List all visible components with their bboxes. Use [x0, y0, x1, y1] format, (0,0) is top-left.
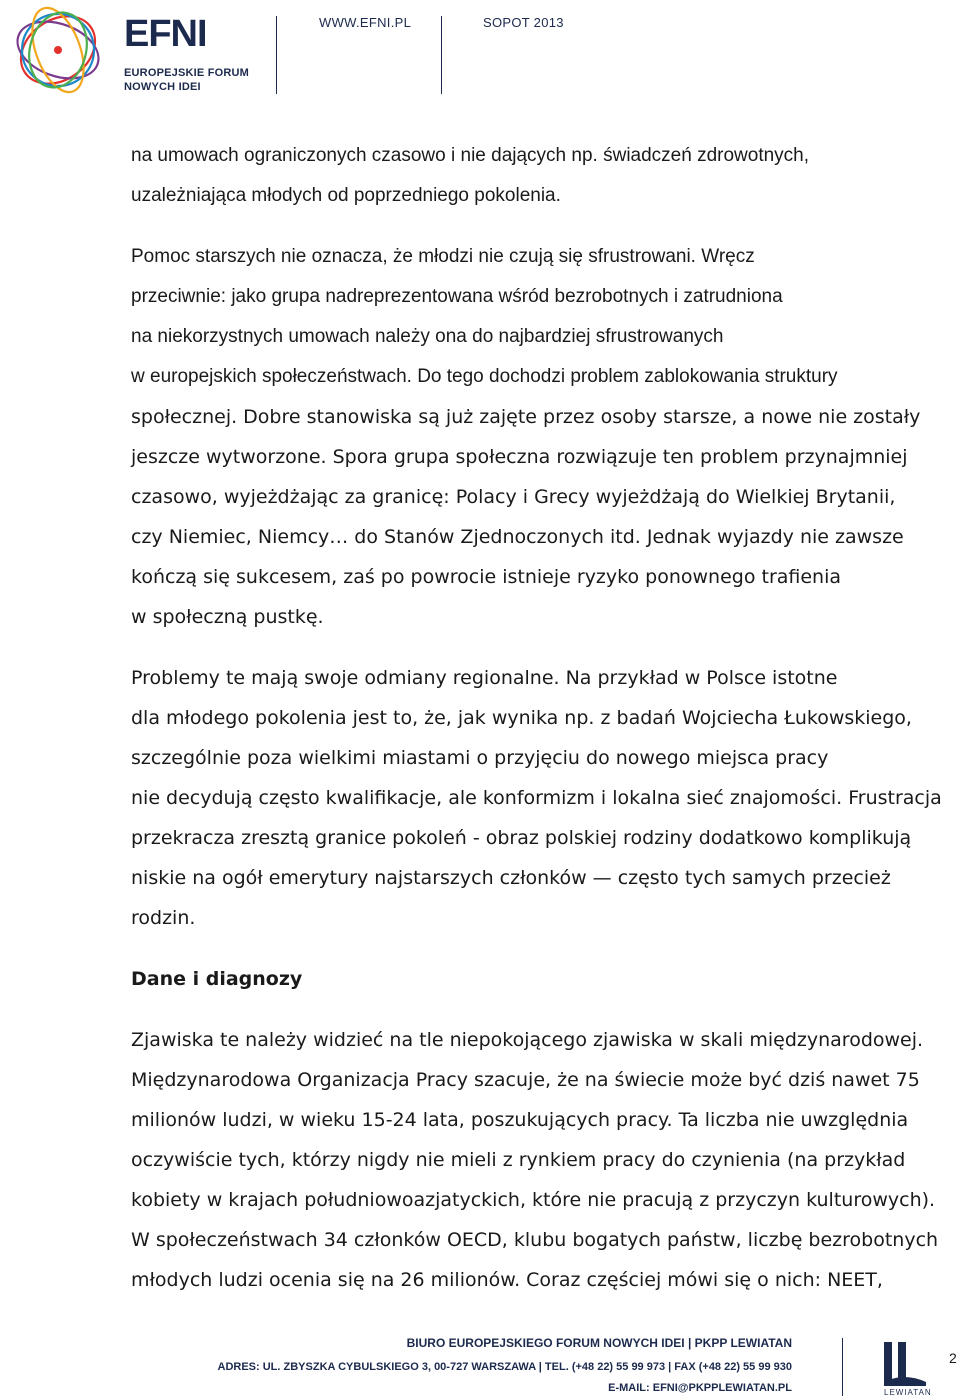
text-line: społecznej. Dobre stanowiska są już zajęte przez osoby starsze, a nowe nie zostały — [131, 406, 921, 428]
text-line: czasowo, wyjeżdżając za granicę: Polacy i Grecy wyjeżdżają do Wielkiej Brytanii, — [131, 486, 896, 508]
footer-email: E-MAIL: EFNI@PKPPLEWIATAN.PL — [608, 1382, 792, 1394]
brand-subtitle-2: NOWYCH IDEI — [124, 81, 201, 93]
lewiatan-wordmark: LEWIATAN — [884, 1388, 932, 1397]
paragraph-gap — [131, 999, 960, 1020]
paragraph-gap — [131, 938, 960, 959]
paragraph-gap — [131, 637, 960, 658]
text-line: czy Niemiec, Niemcy… do Stanów Zjednoczonych itd. Jednak wyjazdy nie zawsze — [131, 526, 904, 548]
text-line: Pomoc starszych nie oznacza, że młodzi nie czują się sfrustrowani. Wręcz — [131, 246, 755, 267]
footer-address: ADRES: UL. ZBYSZKA CYBULSKIEGO 3, 00-727 WARSZAWA | TEL. (+48 22) 55 99 973 | FAX (+48 22) 55 99 930 — [217, 1361, 792, 1373]
header-divider — [276, 16, 277, 94]
brand-subtitle-1: EUROPEJSKIE FORUM — [124, 67, 250, 79]
header-website: WWW.EFNI.PL — [319, 15, 412, 30]
text-line: uzależniająca młodych od poprzedniego pokolenia. — [131, 185, 561, 206]
brand-name: EFNI — [124, 13, 207, 55]
text-line: Międzynarodowa Organizacja Pracy szacuje, że na świecie może być dziś nawet 75 — [131, 1069, 920, 1091]
text-line: jeszcze wytworzone. Spora grupa społeczna rozwiązuje ten problem przynajmniej — [131, 446, 908, 468]
section-heading: Dane i diagnozy — [131, 968, 303, 990]
text-line: przeciwnie: jako grupa nadreprezentowana wśród bezrobotnych i zatrudniona — [131, 286, 783, 307]
page-footer — [0, 1330, 960, 1399]
brand-block — [124, 14, 249, 94]
text-line: W społeczeństwach 34 członków OECD, klubu bogatych państw, liczbę bezrobotnych — [131, 1229, 939, 1251]
text-line: niskie na ogół emerytury najstarszych członków — często tych samych przecież — [131, 867, 891, 889]
header-event: SOPOT 2013 — [483, 15, 564, 30]
text-line: dla młodego pokolenia jest to, że, jak wynika np. z badań Wojciecha Łukowskiego, — [131, 707, 912, 729]
document-body — [131, 136, 960, 1300]
footer-office: BIURO EUROPEJSKIEGO FORUM NOWYCH IDEI | PKPP LEWIATAN — [406, 1336, 792, 1350]
text-line: Zjawiska te należy widzieć na tle niepokojącego zjawiska w skali międzynarodowej. — [131, 1029, 924, 1051]
header-divider — [441, 16, 442, 94]
text-line: w społeczną pustkę. — [131, 606, 324, 628]
text-line: Problemy te mają swoje odmiany regionalne. Na przykład w Polsce istotne — [131, 667, 838, 689]
paragraph-gap — [131, 216, 960, 237]
footer-divider — [842, 1338, 843, 1396]
text-line: rodzin. — [131, 907, 196, 929]
text-line: milionów ludzi, w wieku 15-24 lata, poszukujących pracy. Ta liczba nie uwzględnia — [131, 1109, 909, 1131]
text-line: młodych ludzi ocenia się na 26 milionów. Coraz częściej mówi się o nich: NEET, — [131, 1269, 883, 1291]
text-line: na niekorzystnych umowach należy ona do najbardziej sfrustrowanych — [131, 326, 724, 347]
efni-globe-logo-icon — [2, 2, 114, 98]
text-line: nie decydują często kwalifikacje, ale konformizm i lokalna sieć znajomości. Frustracja — [131, 787, 942, 809]
text-line: na umowach ograniczonych czasowo i nie dających np. świadczeń zdrowotnych, — [131, 145, 810, 166]
text-line: kobiety w krajach południowoazjatyckich, które nie pracują z przyczyn kulturowych). — [131, 1189, 936, 1211]
text-line: w europejskich społeczeństwach. Do tego dochodzi problem zablokowania struktury — [131, 366, 838, 387]
text-line: szczególnie poza wielkimi miastami o przyjęciu do nowego miejsca pracy — [131, 747, 829, 769]
page-number: 2 — [949, 1350, 957, 1366]
text-line: przekracza zresztą granice pokoleń - obraz polskiej rodziny dodatkowo komplikują — [131, 827, 912, 849]
page-header — [0, 0, 960, 100]
text-line: oczywiście tych, którzy nigdy nie mieli z rynkiem pracy do czynienia (na przykład — [131, 1149, 906, 1171]
lewiatan-logo-icon — [878, 1338, 930, 1388]
text-line: kończą się sukcesem, zaś po powrocie istnieje ryzyko ponownego trafienia — [131, 566, 842, 588]
